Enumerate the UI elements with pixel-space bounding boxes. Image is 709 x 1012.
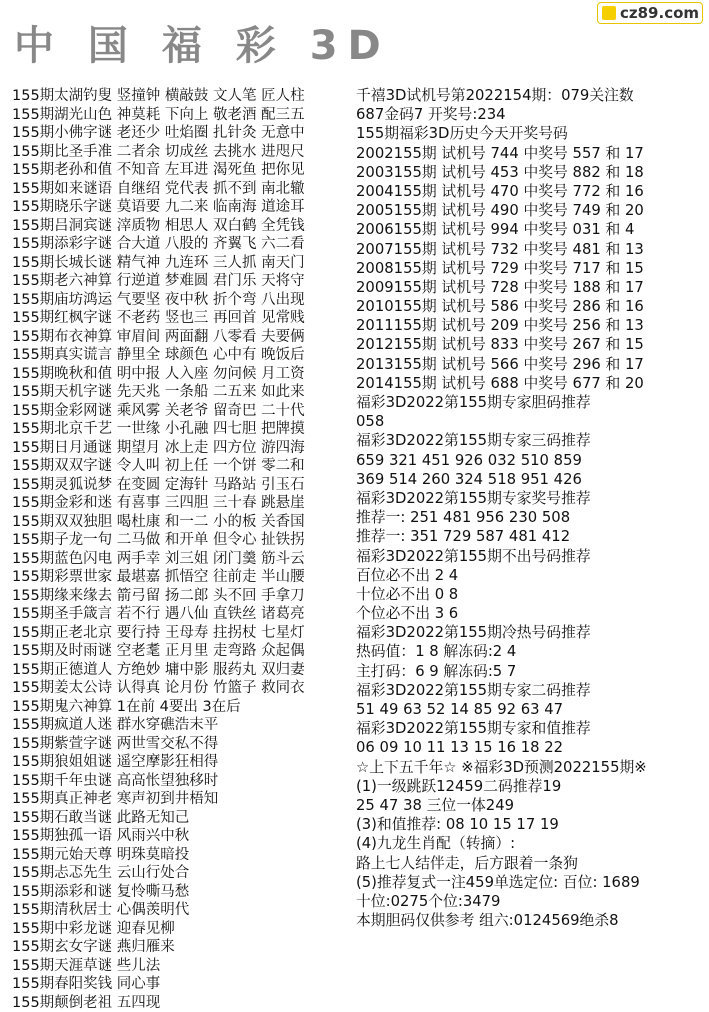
riddle-row: 155期双双独胆 喝杜康 和一二 小的板 关香国 <box>12 513 357 532</box>
prediction-line: 2004155期 试机号 470 中奖号 772 和 16 <box>356 182 704 201</box>
riddle-row: 155期彩票世家 最堪嘉 抓悟空 往前走 半山腰 <box>12 568 357 587</box>
riddle-row: 155期晚秋和值 明中报 人入座 勿问候 月工资 <box>12 365 357 384</box>
logo-text: cz89.com <box>620 4 699 22</box>
prediction-line: 百位必不出 2 4 <box>356 566 704 585</box>
prediction-line: 福彩3D2022第155期专家奖号推荐 <box>356 489 704 508</box>
prediction-line: 2012155期 试机号 833 中奖号 267 和 15 <box>356 335 704 354</box>
riddle-row: 155期湖光山色 神莫耗 下向上 敬老酒 配三五 <box>12 106 357 125</box>
prediction-line: 路上七人结伴走，后方跟着一条狗 <box>356 854 704 873</box>
riddle-row: 155期真正神老 寒声初到井梧知 <box>12 790 357 809</box>
riddle-row: 155期金彩网谜 乘风雾 关老爷 留奇巴 二十代 <box>12 402 357 421</box>
prediction-line: (4)九龙生肖配（转摘）: <box>356 834 704 853</box>
riddle-row: 155期日月通谜 期望月 冰上走 四方位 游四海 <box>12 439 357 458</box>
riddle-row: 155期石敢当谜 此路无知己 <box>12 809 357 828</box>
riddle-row: 155期正德道人 方绝妙 墉中影 服药丸 双归妻 <box>12 661 357 680</box>
prediction-line: 热码值：1 8 解冻码:2 4 <box>356 642 704 661</box>
prediction-line: 2011155期 试机号 209 中奖号 256 和 13 <box>356 316 704 335</box>
prediction-line: (3)和值推荐: 08 10 15 17 19 <box>356 815 704 834</box>
prediction-line: 十位:0275个位:3479 <box>356 892 704 911</box>
prediction-line: 2013155期 试机号 566 中奖号 296 和 17 <box>356 355 704 374</box>
prediction-line: 2010155期 试机号 586 中奖号 286 和 16 <box>356 297 704 316</box>
riddle-row: 155期缘来缘去 箭弓留 扬二郎 头不回 手拿刀 <box>12 587 357 606</box>
riddle-row: 155期长城长谜 精气神 九连环 三人抓 南天门 <box>12 254 357 273</box>
prediction-line: 福彩3D2022第155期专家三码推荐 <box>356 431 704 450</box>
riddle-row: 155期天机字谜 先天兆 一条船 二五来 如此来 <box>12 383 357 402</box>
riddle-row: 155期红枫字谜 不老药 竖也三 再回首 见常贱 <box>12 309 357 328</box>
riddle-row: 155期金彩和迷 有喜事 三四胆 三十春 跳悬崖 <box>12 494 357 513</box>
riddle-row: 155期独孤一语 风雨兴中秋 <box>12 827 357 846</box>
riddle-row: 155期春阳奖钱 同心事 <box>12 975 357 994</box>
riddle-row: 155期吕洞宾谜 滓质物 相思人 双白鹤 全凭钱 <box>12 217 357 236</box>
riddle-row: 155期清秋居士 心偶羡明代 <box>12 901 357 920</box>
riddle-row: 155期中彩龙谜 迎春见柳 <box>12 920 357 939</box>
prediction-line: 本期胆码仅供参考 组六:0124569绝杀8 <box>356 911 704 930</box>
prediction-line: 058 <box>356 412 704 431</box>
riddle-row: 155期千年虫谜 高高怅望独移时 <box>12 772 357 791</box>
prediction-line: 福彩3D2022第155期不出号码推荐 <box>356 547 704 566</box>
prediction-line: 2007155期 试机号 732 中奖号 481 和 13 <box>356 240 704 259</box>
prediction-panel <box>356 86 704 930</box>
riddle-row: 155期老六神算 行逆道 梦难圆 君门乐 天将守 <box>12 272 357 291</box>
riddle-row: 155期正老北京 要行持 王母寿 拄拐杖 七星灯 <box>12 624 357 643</box>
riddle-row: 155期如来谜语 自继绍 党代表 抓不到 南北辙 <box>12 180 357 199</box>
logo-icon <box>602 6 616 20</box>
prediction-line: 51 49 63 52 14 85 92 63 47 <box>356 700 704 719</box>
prediction-line: (5)推荐复式一注459单选定位: 百位: 1689 <box>356 873 704 892</box>
riddle-row: 155期忐忑先生 云山行处合 <box>12 864 357 883</box>
prediction-line: 2014155期 试机号 688 中奖号 677 和 20 <box>356 374 704 393</box>
prediction-line: 福彩3D2022第155期专家和值推荐 <box>356 719 704 738</box>
riddle-row: 155期灵狐说梦 在变圆 定海针 马路站 引玉石 <box>12 476 357 495</box>
riddle-row: 155期颠倒老祖 五四现 <box>12 994 357 1012</box>
prediction-line: 主打码：6 9 解冻码:5 7 <box>356 662 704 681</box>
prediction-line: 福彩3D2022第155期冷热号码推荐 <box>356 623 704 642</box>
riddle-row: 155期鬼六神算 1在前 4要出 3在后 <box>12 698 357 717</box>
prediction-line: 25 47 38 三位一体249 <box>356 796 704 815</box>
riddle-row: 155期双双字谜 令人叫 初上任 一个饼 零二和 <box>12 457 357 476</box>
prediction-line: 2009155期 试机号 728 中奖号 188 和 17 <box>356 278 704 297</box>
riddle-row: 155期北京千艺 一世缘 小孔融 四七胆 把牌摸 <box>12 420 357 439</box>
top-band <box>0 0 709 22</box>
prediction-line: 687金码7 开奖号:234 <box>356 105 704 124</box>
prediction-line: 369 514 260 324 518 951 426 <box>356 470 704 489</box>
prediction-line: 福彩3D2022第155期专家胆码推荐 <box>356 393 704 412</box>
prediction-line: 2008155期 试机号 729 中奖号 717 和 15 <box>356 259 704 278</box>
prediction-line: 福彩3D2022第155期专家二码推荐 <box>356 681 704 700</box>
prediction-line: 推荐一: 251 481 956 230 508 <box>356 508 704 527</box>
prediction-line: 06 09 10 11 13 15 16 18 22 <box>356 738 704 757</box>
prediction-line: 十位必不出 0 8 <box>356 585 704 604</box>
riddle-row: 155期姜太公诗 认得真 论月份 竹篮子 救同衣 <box>12 679 357 698</box>
riddle-row: 155期添彩和谜 复怜嘶马愁 <box>12 883 357 902</box>
prediction-line: 2003155期 试机号 453 中奖号 882 和 18 <box>356 163 704 182</box>
prediction-line: 2002155期 试机号 744 中奖号 557 和 17 <box>356 144 704 163</box>
riddle-list <box>12 87 357 1012</box>
riddle-row: 155期老孙和值 不知音 左耳进 渴死鱼 把你见 <box>12 161 357 180</box>
page-title: 中 国 福 彩 3D <box>14 22 391 70</box>
riddle-row: 155期添彩字谜 合大道 八股的 齐翼飞 六二看 <box>12 235 357 254</box>
riddle-row: 155期晓乐字谜 莫语要 九二来 临南海 道途耳 <box>12 198 357 217</box>
riddle-row: 155期蓝色闪电 两手幸 刘三姐 闭门羹 筋斗云 <box>12 550 357 569</box>
site-logo-badge[interactable] <box>597 2 703 24</box>
riddle-row: 155期圣手箴言 若不行 遇八仙 直铁丝 诸葛亮 <box>12 605 357 624</box>
riddle-row: 155期子龙一句 二马做 和开单 但令心 扯铁拐 <box>12 531 357 550</box>
prediction-line: 2006155期 试机号 994 中奖号 031 和 4 <box>356 220 704 239</box>
riddle-row: 155期真实谎言 静里全 球颜色 心中有 晚饭后 <box>12 346 357 365</box>
riddle-row: 155期元始天尊 明珠莫暗投 <box>12 846 357 865</box>
riddle-row: 155期小佛字谜 老还少 吐焰圈 扎针灸 无意中 <box>12 124 357 143</box>
prediction-line: 155期福彩3D历史今天开奖号码 <box>356 124 704 143</box>
prediction-line: (1)一级跳跃12459二码推荐19 <box>356 777 704 796</box>
prediction-line: 千禧3D试机号第2022154期：079关注数 <box>356 86 704 105</box>
riddle-row: 155期及时雨谜 空老耄 正月里 走弯路 众起偶 <box>12 642 357 661</box>
riddle-row: 155期庙坊鸿运 气要坚 夜中秋 折个弯 八出现 <box>12 291 357 310</box>
prediction-line: 个位必不出 3 6 <box>356 604 704 623</box>
riddle-row: 155期紫萱字谜 两世雪交私不得 <box>12 735 357 754</box>
prediction-line: 659 321 451 926 032 510 859 <box>356 451 704 470</box>
riddle-row: 155期狼姐姐谜 遥空摩影狂相得 <box>12 753 357 772</box>
riddle-row: 155期比圣手准 二者余 切成丝 去挑水 进咫尺 <box>12 143 357 162</box>
riddle-row: 155期太湖钓叟 竖撞钟 横敲鼓 文人笔 匠人柱 <box>12 87 357 106</box>
riddle-row: 155期布衣神算 审眉间 两面翻 八零看 夫要俩 <box>12 328 357 347</box>
riddle-row: 155期疯道人迷 群水穿礁浩末平 <box>12 716 357 735</box>
prediction-line: 推荐一: 351 729 587 481 412 <box>356 527 704 546</box>
prediction-line: 2005155期 试机号 490 中奖号 749 和 20 <box>356 201 704 220</box>
prediction-line: ☆上下五千年☆ ※福彩3D预测2022155期※ <box>356 758 704 777</box>
riddle-row: 155期玄女字谜 燕归雁来 <box>12 938 357 957</box>
riddle-row: 155期天涯草谜 些儿法 <box>12 957 357 976</box>
